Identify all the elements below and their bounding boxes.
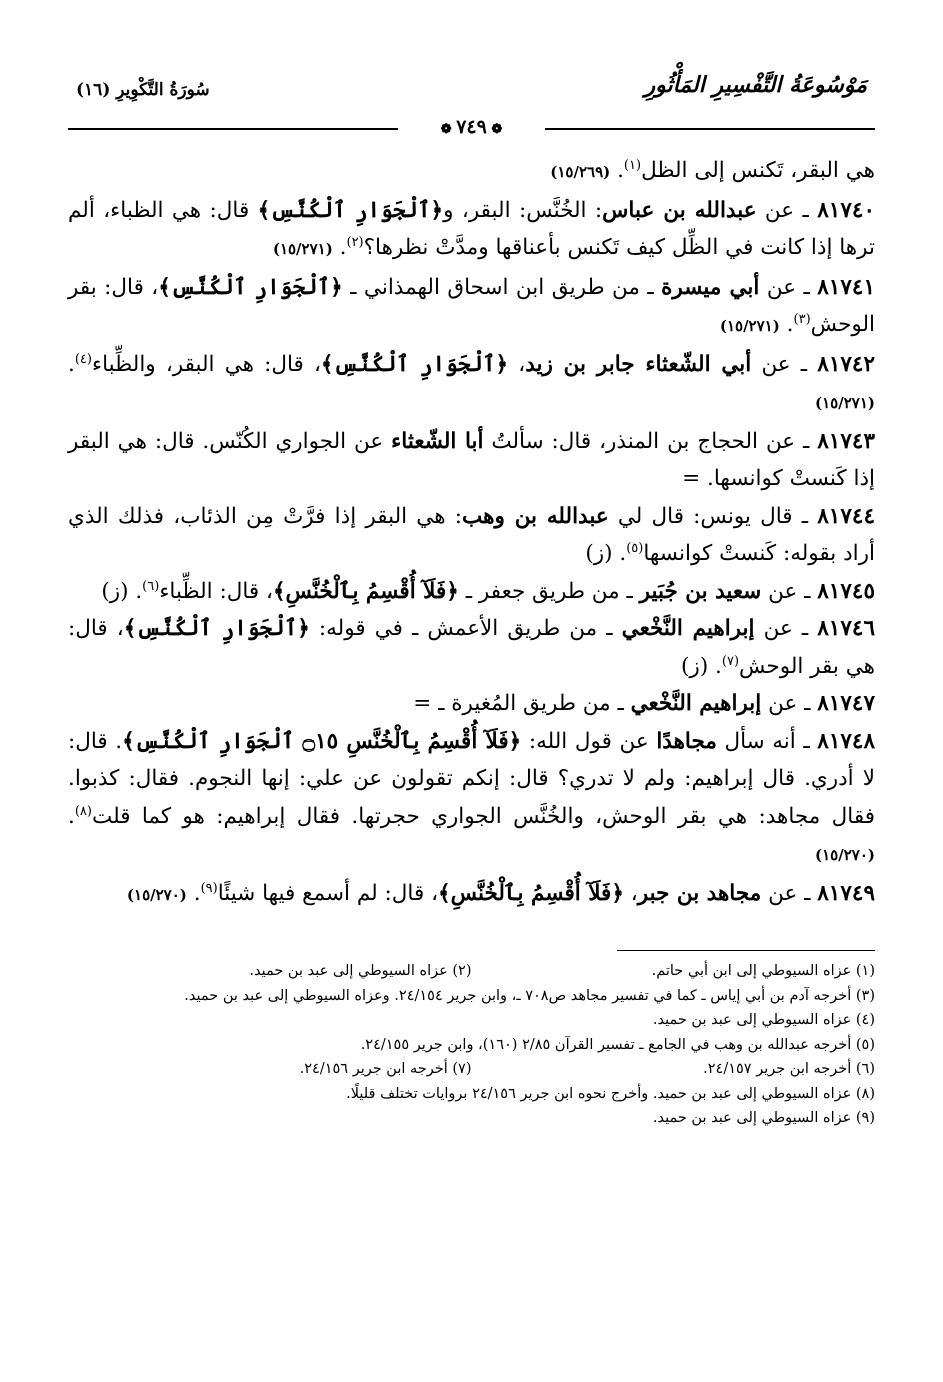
entry-text: . (ز) — [585, 541, 627, 566]
entry-text: ، — [623, 880, 638, 906]
entry-text: . (ز) — [681, 653, 722, 679]
athar-entry — [68, 269, 875, 346]
footnote-separator — [617, 950, 875, 951]
entry-text: ـ عن — [754, 616, 818, 641]
main-text — [68, 152, 875, 914]
ornament-icon: ❁ — [486, 122, 503, 137]
footnote: (٣) أخرجه آدم بن أبي إياس ـ كما في تفسير مجاهد ص٧٠٨ ـ، وابن جرير ٢٤/١٥٤. وعزاه السيوطي إلى عبد بن حميد. — [184, 987, 875, 1004]
entry-number: ٨١٧٤٣ — [817, 428, 875, 454]
entry-text: ـ عن — [756, 197, 818, 223]
footnote: (٨) عزاه السيوطي إلى عبد بن حميد. وأخرج نحوه ابن جرير ٢٤/١٥٦ بروايات تختلف قليلًا. — [346, 1085, 875, 1102]
entry-text: : الخُنَّس: البقر، و — [443, 197, 603, 223]
narrator-name: إبراهيم النَّخْعي — [621, 616, 755, 641]
quran-quote: ﴿فَلَآ أُقْسِمُ بِٱلْخُنَّسِ﴾ — [272, 578, 459, 604]
entry-text: . — [332, 235, 347, 260]
entry-text: ، قال: الظِّباء — [159, 578, 273, 604]
entry-text: ـ عن — [761, 578, 818, 604]
entry-text: ، قال: هي بقر الوحش — [68, 616, 875, 679]
entry-number: ٨١٧٤٠ — [817, 197, 875, 223]
ornament-icon: ❁ — [440, 122, 457, 137]
narrator-name: أبي ميسرة — [661, 274, 760, 300]
entry-text: ، قال: لم أسمع فيها شيئًا — [217, 880, 439, 906]
athar-entry — [68, 723, 875, 875]
quran-quote: ﴿ٱلْجَوَارِ ٱلْكُنَّسِ﴾ — [257, 197, 444, 223]
entry-text: هي البقر، تَكنس إلى الظل — [641, 158, 875, 183]
entry-text: ـ من طريق الأعمش ـ في قوله: — [309, 616, 622, 641]
footnote-row — [68, 1057, 875, 1082]
entry-text: . — [68, 351, 75, 377]
page-number — [68, 116, 875, 138]
entry-text: ـ عن الحجاج بن المنذر، قال: سألتُ — [483, 428, 818, 454]
entry-text: ـ عن — [761, 691, 818, 716]
entry-number: ٨١٧٤٢ — [817, 351, 876, 377]
footnote: (٦) أخرجه ابن جرير ٢٤/١٥٧. — [703, 1061, 875, 1077]
footnote-marker: (٧) — [721, 653, 740, 669]
entry-text: . (ز) — [101, 578, 143, 604]
entry-text: ، قال: بقر الوحش — [68, 274, 875, 337]
quran-quote: ﴿فَلَآ أُقْسِمُ بِٱلْخُنَّسِ ۝١٥ ٱلْجَوَارِ ٱلْكُنَّسِ﴾ — [122, 728, 522, 754]
narrator-name: عبدالله بن وهب — [462, 503, 609, 529]
page-number-value: ٧٤٩ — [456, 116, 487, 138]
footnote: (٥) أخرجه عبدالله بن وهب في الجامع ـ تفسير القرآن ٢/٨٥ (١٦٠)، وابن جرير ٢٤/١٥٥. — [360, 1036, 875, 1053]
footnote-marker: (٦) — [142, 578, 160, 594]
athar-entry — [68, 573, 875, 611]
cross-reference: (١٥/٢٦٩) — [550, 163, 611, 181]
page-number-rule — [68, 116, 875, 142]
footnote-marker: (٢) — [346, 234, 364, 250]
footnotes — [68, 959, 875, 1131]
entry-text: ، قال: هي البقر، والظِّباء — [91, 351, 321, 377]
entry-number: ٨١٧٤٧ — [817, 691, 875, 716]
cross-reference: (١٥/٢٧٠) — [815, 846, 875, 864]
entry-number: ٨١٧٤١ — [817, 274, 875, 300]
footnote-marker: (١) — [623, 157, 642, 173]
quran-quote: ﴿فَلَآ أُقْسِمُ بِٱلْخُنَّسِ﴾ — [438, 880, 624, 906]
entry-number: ٨١٧٤٥ — [817, 578, 875, 604]
entry-number: ٨١٧٤٤ — [817, 503, 875, 529]
athar-entry — [68, 685, 875, 723]
athar-entry — [68, 152, 875, 192]
footnote: (٩) عزاه السيوطي إلى عبد بن حميد. — [652, 1110, 875, 1126]
cross-reference: (١٥/٢٧٠) — [126, 885, 187, 904]
athar-entry — [68, 875, 875, 915]
athar-entry — [68, 192, 875, 269]
entry-text: . — [186, 880, 201, 906]
narrator-name: أبا الشّعثاء — [391, 428, 484, 454]
narrator-name: مجاهد بن جبر — [637, 880, 762, 906]
footnote: (١) عزاه السيوطي إلى ابن أبي حاتم. — [651, 963, 875, 979]
entry-text: ، — [508, 351, 526, 377]
entry-text: . — [779, 312, 794, 337]
footnote-marker: (٤) — [74, 351, 92, 367]
entry-text: . — [610, 158, 624, 183]
entry-text: . قال: لا أدري. قال إبراهيم: ولم لا تدري؟ قال: إنكم تقولون عن علي: إنها النجوم. فقال: كذبوا. فقال مجاهد: هي بقر الوحش، والخُنَّس الجواري حجرتها. فقال إبراهيم: هو كما قلت — [68, 728, 875, 829]
athar-entry — [68, 346, 875, 423]
entry-text: ـ أنه سأل — [716, 728, 818, 754]
entry-text: : هي البقر إذا فرَّتْ مِن الذئاب، فذلك الذي أراد بقوله: كَنستْ كوانسها — [68, 503, 875, 566]
footnote: (٢) عزاه السيوطي إلى عبد بن حميد. — [249, 963, 472, 979]
footnote-marker: (٥) — [626, 540, 644, 556]
cross-reference: (١٥/٢٧١) — [272, 240, 333, 258]
footnote-marker: (٨) — [74, 803, 92, 819]
entry-number: ٨١٧٤٨ — [817, 728, 876, 754]
entry-text: ـ عن — [761, 880, 818, 906]
running-header — [68, 70, 875, 112]
book-title: مَوْسُوعَةُ التَّفْسِيرِ المَأْثُورِ — [644, 72, 867, 98]
cross-reference: (١٥/٢٧١) — [815, 394, 875, 412]
entry-text: ـ من طريق جعفر ـ — [458, 578, 640, 604]
entry-text: ـ عن — [759, 274, 818, 300]
athar-entry — [68, 423, 875, 498]
footnote: (٧) أخرجه ابن جرير ٢٤/١٥٦. — [299, 1061, 472, 1077]
athar-entry — [68, 498, 875, 573]
footnote-row — [68, 959, 875, 984]
surah-title: سُورَةُ التَّكْوِيرِ (١٦) — [76, 80, 210, 100]
entry-text: عن قول الله: — [521, 728, 657, 754]
narrator-name: إبراهيم النَّخْعي — [630, 691, 762, 716]
athar-entry — [68, 610, 875, 685]
narrator-name: مجاهدًا — [656, 728, 717, 754]
quran-quote: ﴿ٱلْجَوَارِ ٱلْكُنَّسِ﴾ — [158, 274, 343, 300]
entry-text: ـ عن — [751, 351, 818, 377]
footnote-marker: (٩) — [200, 880, 218, 896]
narrator-name: أبي الشّعثاء جابر بن زيد — [525, 351, 752, 377]
narrator-name: عبدالله بن عباس — [602, 197, 757, 223]
footnote-marker: (٣) — [793, 311, 811, 327]
entry-text: عن الجواري الكُنّس. قال: هي البقر إذا كَنستْ كوانسها. = — [68, 428, 875, 491]
quran-quote: ﴿ٱلْجَوَارِ ٱلْكُنَّسِ﴾ — [320, 351, 509, 377]
footnote: (٤) عزاه السيوطي إلى عبد بن حميد. — [652, 1012, 875, 1028]
entry-text: ـ قال يونس: قال لي — [608, 503, 818, 529]
narrator-name: سعيد بن جُبَير — [639, 578, 762, 604]
quran-quote: ﴿ٱلْجَوَارِ ٱلْكُنَّسِ﴾ — [123, 616, 310, 641]
entry-text: . — [68, 803, 75, 829]
cross-reference: (١٥/٢٧١) — [719, 317, 780, 335]
entry-number: ٨١٧٤٦ — [817, 616, 875, 641]
entry-text: قال: هي الظباء، ألم ترها إذا كانت في الظِّل كيف تَكنس بأعناقها ومدَّتْ نظرها؟ — [68, 197, 875, 260]
entry-number: ٨١٧٤٩ — [817, 880, 875, 906]
entry-text: ـ من طريق ابن اسحاق الهمذاني ـ — [342, 274, 662, 300]
entry-text: ـ من طريق المُغيرة ـ = — [413, 691, 631, 716]
